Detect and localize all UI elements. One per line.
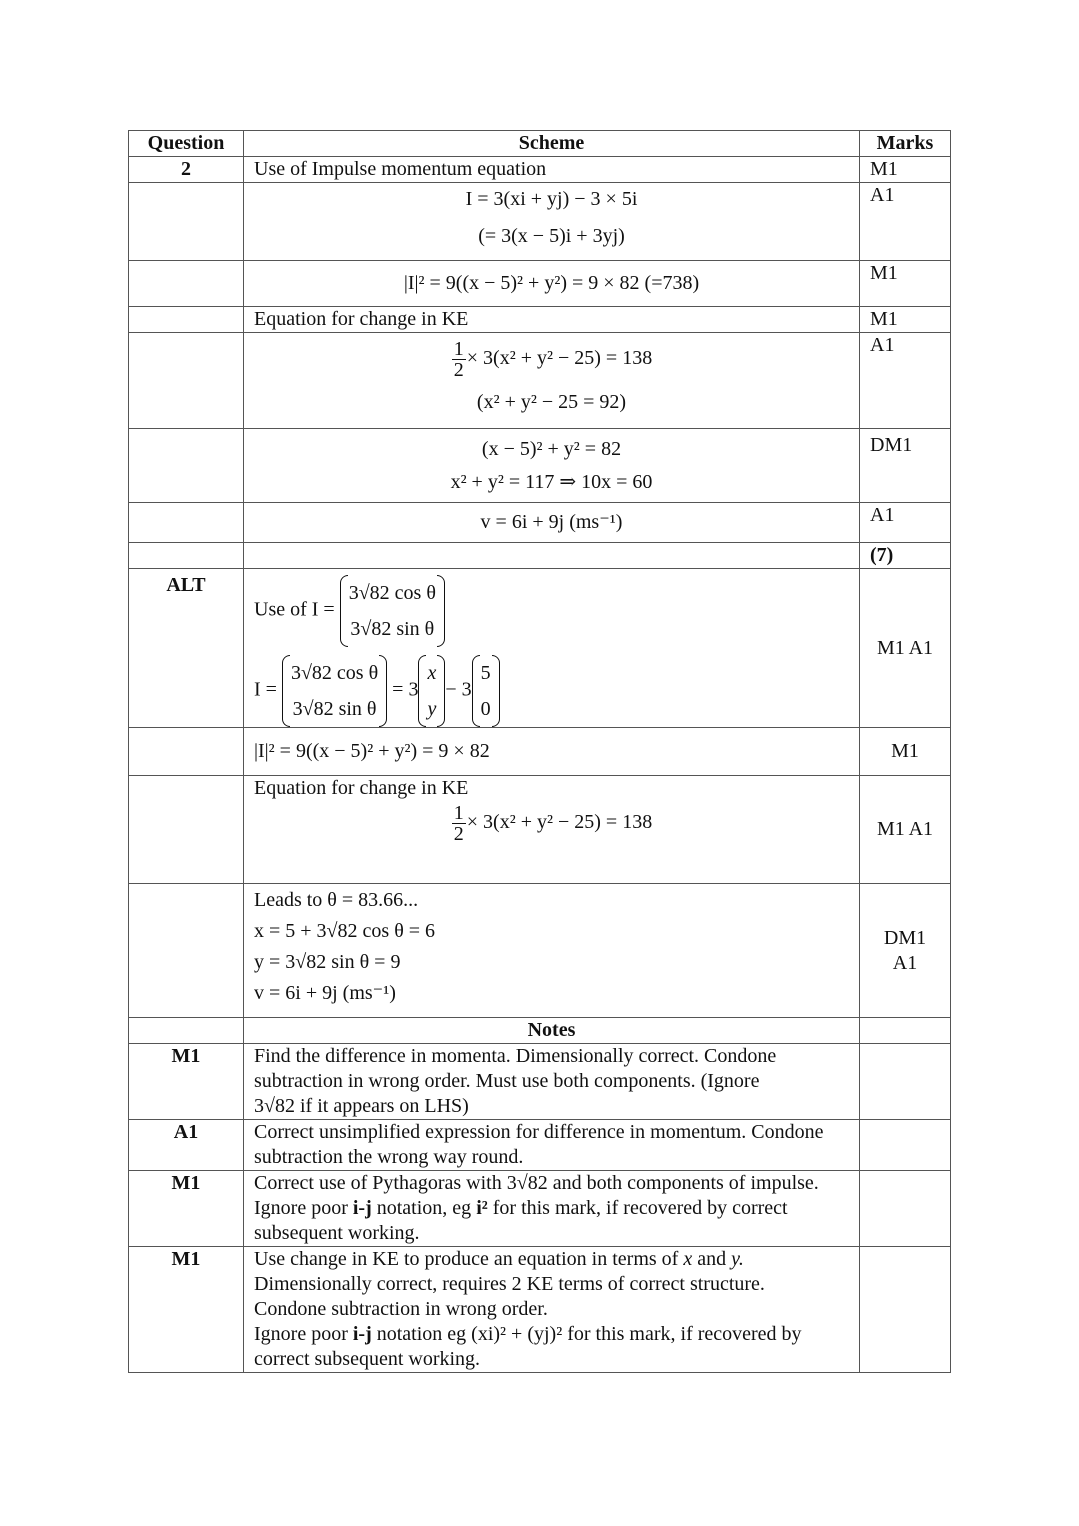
impulse-magnitude: |I|² = 9((x − 5)² + y²) = 9 × 82 (=738) (244, 261, 860, 307)
note-text: Use change in KE to produce an equation in terms of x and y. Dimensionally correct, requires 2 KE terms of correct structure. Condone subtraction in wrong order. Ignore poor i-j notation eg (xi)² + (yj)² for this mark, if recovered by correct subsequent working. (244, 1247, 860, 1373)
initial-velocity-vector: 5 0 (472, 655, 500, 727)
impulse-vector: 3√82 cos θ 3√82 sin θ (340, 575, 445, 647)
note-text: Find the difference in momenta. Dimensionally correct. Condone subtraction in wrong order. Must use both components. (Ignore 3√82 if it appears on LHS) (244, 1044, 860, 1120)
alt-pythagoras: |I|² = 9((x − 5)² + y²) = 9 × 82 (244, 728, 860, 776)
note-row (129, 1044, 951, 1120)
mark-cell (860, 884, 951, 1018)
solve-x-line: x² + y² = 117 ⇒ 10x = 60 (450, 471, 653, 493)
mark-scheme-table (128, 130, 951, 1373)
note-row (129, 1120, 951, 1171)
theta-line: Leads to θ = 83.66... (254, 889, 419, 911)
table-row (129, 503, 951, 543)
header-question: Question (129, 131, 244, 157)
table-row (129, 307, 951, 333)
ke-equation: $\frac{1}{2}$ × 3(x² + y² − 25) = 138 (453, 338, 653, 381)
table-row (129, 569, 951, 728)
scheme-math (244, 429, 860, 503)
notes-heading: Notes (244, 1018, 860, 1044)
note-row (129, 1247, 951, 1373)
mark-code: A1 (860, 333, 951, 429)
table-row (129, 776, 951, 884)
header-scheme: Scheme (244, 131, 860, 157)
scheme-math (244, 884, 860, 1018)
y-line: y = 3√82 sin θ = 9 (254, 951, 401, 973)
impulse-expansion: (= 3(x − 5)i + 3yj) (478, 225, 625, 247)
mark-code: M1 A1 (860, 569, 951, 728)
note-code: M1 (129, 1171, 244, 1247)
table-row (129, 157, 951, 183)
table-row (129, 183, 951, 261)
impulse-vector: 3√82 cos θ 3√82 sin θ (282, 655, 387, 727)
table-row (129, 728, 951, 776)
mark-code: M1 (860, 307, 951, 333)
mark-code: M1 (860, 261, 951, 307)
velocity-answer: v = 6i + 9j (ms⁻¹) (244, 503, 860, 543)
mark-code: DM1 (883, 926, 927, 949)
velocity-vector: x y (418, 655, 445, 727)
scheme-math (244, 183, 860, 261)
note-row (129, 1171, 951, 1247)
total-marks: (7) (860, 543, 951, 569)
notes-header-row (129, 1018, 951, 1044)
table-row (129, 333, 951, 429)
mark-code: A1 (860, 503, 951, 543)
note-text: Correct use of Pythagoras with 3√82 and both components of impulse. Ignore poor i-j notation, eg i² for this mark, if recovered by correct subsequent working. (244, 1171, 860, 1247)
note-text: Correct unsimplified expression for difference in momentum. Condone subtraction the wrong way round. (244, 1120, 860, 1171)
pythagoras-line: (x − 5)² + y² = 82 (481, 438, 622, 460)
note-code: M1 (129, 1247, 244, 1373)
mark-code: M1 (860, 157, 951, 183)
note-code: A1 (129, 1120, 244, 1171)
table-row (129, 261, 951, 307)
scheme-math (244, 569, 860, 728)
mark-code: A1 (860, 183, 951, 261)
impulse-equation: I = 3(xi + yj) − 3 × 5i (465, 188, 638, 210)
scheme-math (244, 776, 860, 884)
mark-code: M1 A1 (860, 776, 951, 884)
half-fraction: $\frac{1}{2}$ (453, 338, 464, 381)
mark-code: DM1 (860, 429, 951, 503)
table-row (129, 543, 951, 569)
scheme-text: Use of Impulse momentum equation (244, 157, 860, 183)
note-code: M1 (129, 1044, 244, 1120)
v-line: v = 6i + 9j (ms⁻¹) (254, 982, 396, 1004)
header-row (129, 131, 951, 157)
mark-code: M1 (860, 728, 951, 776)
x-line: x = 5 + 3√82 cos θ = 6 (254, 920, 436, 942)
scheme-math (244, 333, 860, 429)
mark-code: A1 (892, 951, 918, 974)
alt-impulse-eq: I = 3√82 cos θ 3√82 sin θ = 3 x y − 3 5 0 (254, 655, 849, 727)
ke-equation: $\frac{1}{2}$ × 3(x² + y² − 25) = 138 (453, 802, 653, 845)
alt-impulse-def: Use of I = 3√82 cos θ 3√82 sin θ (254, 575, 849, 647)
alt-label: ALT (129, 569, 244, 728)
half-fraction: $\frac{1}{2}$ (453, 802, 464, 845)
scheme-text: Equation for change in KE (244, 307, 860, 333)
table-row (129, 429, 951, 503)
header-marks: Marks (860, 131, 951, 157)
table-row (129, 884, 951, 1018)
question-number: 2 (129, 157, 244, 183)
scheme-text: Equation for change in KE (254, 777, 469, 799)
ke-simplified: (x² + y² − 25 = 92) (476, 391, 627, 413)
